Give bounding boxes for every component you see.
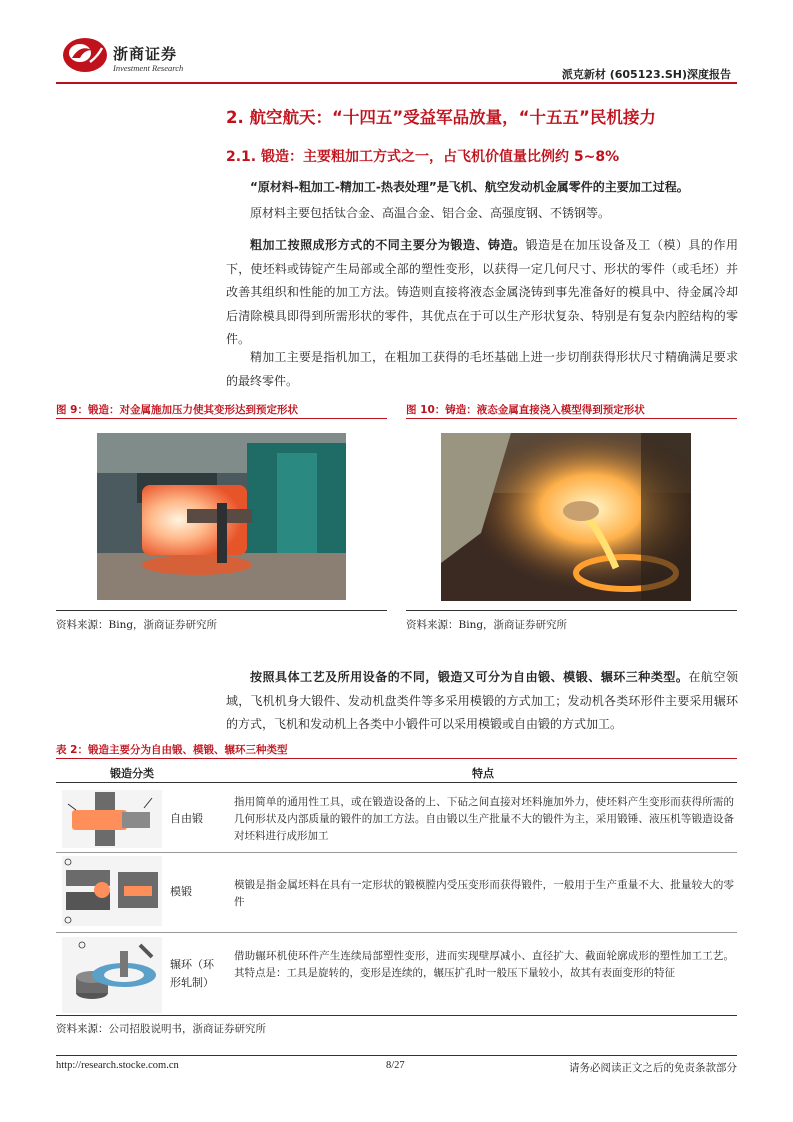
table-header-features: 特点	[472, 767, 494, 780]
paragraph-4: 精加工主要是指机加工，在粗加工获得的毛坯基础上进一步切削获得形状尺寸精确满足要求的最终零件。	[226, 350, 738, 388]
paragraph-5	[226, 666, 738, 737]
table-row-divider	[56, 932, 737, 933]
row-name-ring-rolling: 辗环（环形轧制）	[170, 958, 214, 989]
footer-url-link[interactable]: http://research.stocke.com.cn	[56, 1060, 179, 1071]
report-tag: 派克新材 (605123.SH)深度报告	[561, 68, 731, 81]
row-desc-ring-rolling: 借助辗环机使环件产生连续局部塑性变形，进而实现壁厚减小、直径扩大、截面轮廓成形的塑性加工工艺。其特点是：工具是旋转的，变形是连续的，辗压扩孔时一般压下量较小，故其有表面变形的特征	[234, 950, 734, 979]
paragraph-5-body: 在航空领域，飞机机身大锻件、发动机盘类件等多采用模锻的方式加工；发动机各类环形件主要采用辗环的方式，飞机和发动机上各类中小锻件可以采用模锻或自由锻的方式加工。	[226, 670, 738, 731]
paragraph-3-lead: 粗加工按照成形方式的不同主要分为锻造、铸造。	[250, 238, 526, 252]
paragraph-1-text: “原材料-粗加工-精加工-热表处理”是飞机、航空发动机金属零件的主要加工过程。	[250, 180, 689, 194]
free-forging-diagram	[62, 790, 162, 848]
table-bottom-rule	[56, 1015, 737, 1016]
figure-10-title: 图 10：铸造：液态金属直接浇入模型得到预定形状	[406, 404, 645, 416]
company-logo-icon	[62, 36, 108, 74]
figure-9-title: 图 9：锻造：对金属施加压力使其变形达到预定形状	[56, 404, 298, 416]
row-name-free-forging: 自由锻	[170, 812, 203, 825]
figure-10-title-rule	[406, 418, 737, 419]
paragraph-1	[226, 176, 738, 200]
figure-9-source: 资料来源：Bing，浙商证券研究所	[56, 619, 218, 631]
figure-9-title-rule	[56, 418, 387, 419]
row-desc-die-forging: 模锻是指金属坯料在具有一定形状的锻模膛内受压变形而获得锻件，一般用于生产重量不大、批量较大的零件	[234, 879, 734, 908]
table-title-rule	[56, 758, 737, 759]
figure-10-source: 资料来源：Bing，浙商证券研究所	[406, 619, 568, 631]
paragraph-3-body: 锻造是在加压设备及工（模）具的作用下，使坯料或铸锭产生局部或全部的塑性变形，以获得一定几何尺寸、形状的零件（或毛坯）并改善其组织和性能的加工方法。铸造则直接将液态金属浇铸到事先准备好的模具中、待金属冷却后清除模具即得到所需形状的零件，其优点在于可以生产形状复杂、特别是有复杂内腔结构的零件。	[226, 238, 738, 346]
table-source: 资料来源：公司招股说明书，浙商证券研究所	[56, 1023, 266, 1035]
row-desc-free-forging: 指用简单的通用性工具，或在锻造设备的上、下砧之间直接对坯料施加外力，使坯料产生变形而获得所需的几何形状及内部质量的锻件的加工方法。自由锻以生产批量不大的锻件为主，采用锻锤、液压机等锻造设备对坯料进行成形加工	[234, 796, 734, 842]
header-divider	[56, 82, 737, 84]
subsection-heading: 2.1. 锻造：主要粗加工方式之一，占飞机价值量比例约 5~8%	[226, 149, 620, 165]
table-2-title: 表 2：锻造主要分为自由锻、模锻、辗环三种类型	[56, 744, 288, 756]
table-header-rule	[56, 782, 737, 783]
row-name-die-forging: 模锻	[170, 885, 192, 898]
die-forging-diagram	[62, 856, 162, 926]
casting-photo	[441, 433, 691, 601]
figure-9-source-rule	[56, 610, 387, 611]
paragraph-5-lead: 按照具体工艺及所用设备的不同，锻造又可分为自由锻、模锻、辗环三种类型。	[250, 670, 689, 684]
table-row-divider	[56, 852, 737, 853]
table-header-category: 锻造分类	[110, 767, 154, 780]
paragraph-3	[226, 234, 738, 352]
logo-english-name: Investment Research	[113, 63, 184, 73]
forging-photo	[97, 433, 346, 600]
section-heading: 2. 航空航天：“十四五”受益军品放量，“十五五”民机接力	[226, 108, 656, 127]
figure-10-source-rule	[406, 610, 737, 611]
paragraph-2: 原材料主要包括钛合金、高温合金、铝合金、高强度钢、不锈钢等。	[250, 206, 611, 220]
ring-rolling-diagram	[62, 937, 162, 1013]
page-number: 8/27	[386, 1060, 405, 1071]
disclaimer-notice: 请务必阅读正文之后的免责条款部分	[569, 1062, 737, 1074]
logo-chinese-name: 浙商证券	[113, 45, 178, 63]
footer-divider	[56, 1055, 737, 1056]
